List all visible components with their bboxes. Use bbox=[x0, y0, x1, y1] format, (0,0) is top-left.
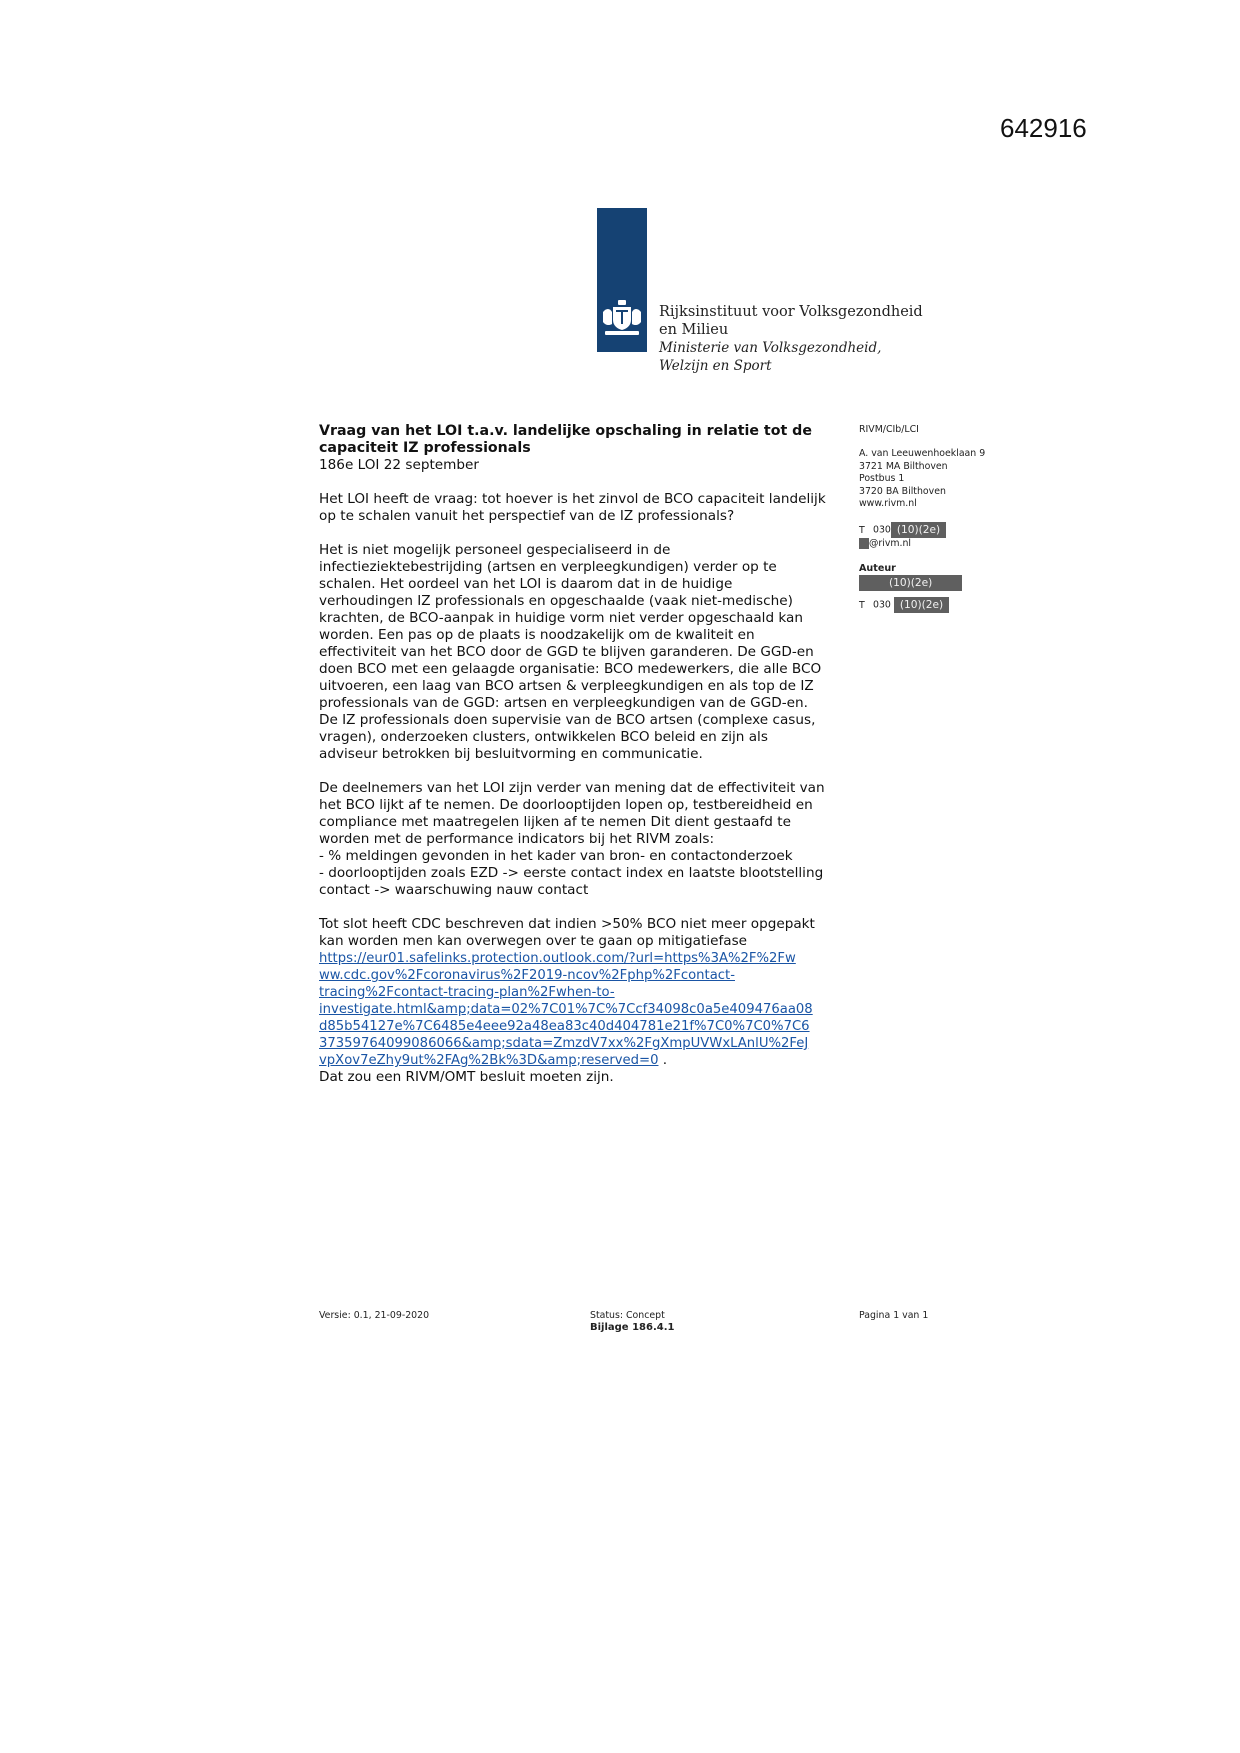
status-label: Status: Concept bbox=[590, 1310, 665, 1321]
cdc-link-line[interactable]: 37359764099086066&amp;sdata=ZmzdV7xx%2FgXmpUVWxLAnlU%2FeJ bbox=[319, 1036, 809, 1051]
text-line: Tot slot heeft CDC beschreven dat indien >50% BCO niet meer opgepakt bbox=[319, 916, 815, 932]
cdc-link-line[interactable]: ww.cdc.gov%2Fcoronavirus%2F2019-ncov%2Fphp%2Fcontact- bbox=[319, 968, 735, 983]
title-line: Vraag van het LOI t.a.v. landelijke opschaling in relatie tot de bbox=[319, 423, 812, 439]
email-suffix: @rivm.nl bbox=[869, 538, 912, 550]
author-phone-row bbox=[859, 597, 999, 613]
sender-sidebar bbox=[859, 424, 999, 625]
address-line: A. van Leeuwenhoeklaan 9 bbox=[859, 448, 986, 460]
title-line: capaciteit IZ professionals bbox=[319, 440, 531, 456]
phone-prefix: T bbox=[859, 524, 865, 536]
text-line: op te schalen vanuit het perspectief van de IZ professionals? bbox=[319, 508, 735, 524]
phone-row bbox=[859, 522, 999, 538]
text-line: verhoudingen IZ professionals en opgeschaalde (vaak niet-medische) bbox=[319, 593, 793, 609]
document-title bbox=[319, 423, 849, 457]
ministry-line: Ministerie van Volksgezondheid, bbox=[659, 340, 882, 356]
cdc-link-line[interactable]: tracing%2Fcontact-tracing-plan%2Fwhen-to- bbox=[319, 985, 615, 1000]
paragraph-cdc bbox=[319, 916, 849, 1086]
closing-line: Dat zou een RIVM/OMT besluit moeten zijn. bbox=[319, 1069, 614, 1085]
redaction-box: (10)(2e) bbox=[894, 597, 949, 613]
text-line: kan worden men kan overwegen over te gaan op mitigatiefase bbox=[319, 933, 748, 949]
cdc-link-line[interactable]: vpXov7eZhy9ut%2FAg%2Bk%3D&amp;reserved=0 bbox=[319, 1053, 659, 1068]
text-line: het BCO lijkt af te nemen. De doorlooptijden lopen op, testbereidheid en bbox=[319, 797, 813, 813]
document-subtitle: 186e LOI 22 september bbox=[319, 457, 479, 473]
address-line: 3720 BA Bilthoven bbox=[859, 485, 946, 497]
author-name-row bbox=[859, 575, 999, 591]
text-line: professionals van de GGD: artsen en verpleegkundigen van de GGD-en. bbox=[319, 695, 808, 711]
text-line: doen BCO met een gelaagde organisatie: BCO medewerkers, die alle BCO bbox=[319, 661, 822, 677]
redaction-box bbox=[859, 538, 869, 549]
redaction-box: (10)(2e) bbox=[891, 522, 946, 538]
contact bbox=[859, 522, 999, 550]
page-number: Pagina 1 van 1 bbox=[859, 1310, 929, 1321]
attachment-label: Bijlage 186.4.1 bbox=[590, 1322, 675, 1333]
author-label: Auteur bbox=[859, 562, 896, 574]
address-line: 3721 MA Bilthoven bbox=[859, 460, 948, 472]
paragraph-question bbox=[319, 491, 849, 525]
org-line: Rijksinstituut voor Volksgezondheid bbox=[659, 304, 923, 320]
cdc-link-line[interactable]: d85b54127e%7C6485e4eee92a48ea83c40d404781e21f%7C0%7C0%7C6 bbox=[319, 1019, 810, 1034]
org-line: en Milieu bbox=[659, 322, 729, 338]
document-number: 642916 bbox=[1000, 113, 1087, 143]
cdc-link-line[interactable]: https://eur01.safelinks.protection.outlook.com/?url=https%3A%2F%2Fw bbox=[319, 951, 796, 966]
text-line: schalen. Het oordeel van het LOI is daarom dat in de huidige bbox=[319, 576, 733, 592]
text-line: - % meldingen gevonden in het kader van bron- en contactonderzoek bbox=[319, 848, 793, 864]
text-line: worden. Een pas op de plaats is noodzakelijk om de kwaliteit en bbox=[319, 627, 755, 643]
cdc-link-line[interactable]: investigate.html&amp;data=02%7C01%7C%7Ccf34098c0a5e409476aa08 bbox=[319, 1002, 813, 1017]
text-line: vragen), onderzoeken clusters, ontwikkelen BCO beleid en zijn als bbox=[319, 729, 768, 745]
document-body bbox=[319, 423, 849, 1086]
link-suffix: . bbox=[658, 1052, 668, 1068]
address bbox=[859, 448, 999, 510]
text-line: uitvoeren, een laag van BCO artsen & verpleegkundigen en als top de IZ bbox=[319, 678, 814, 694]
text-line: adviseur betrokken bij besluitvorming en communicatie. bbox=[319, 746, 703, 762]
text-line: Het LOI heeft de vraag: tot hoever is het zinvol de BCO capaciteit landelijk bbox=[319, 491, 826, 507]
text-line: compliance met maatregelen lijken af te nemen Dit dient gestaafd te bbox=[319, 814, 791, 830]
phone-number: 030 bbox=[873, 524, 891, 536]
text-line: - doorlooptijden zoals EZD -> eerste contact index en laatste blootstelling bbox=[319, 865, 824, 881]
text-line: Het is niet mogelijk personeel gespecialiseerd in de bbox=[319, 542, 671, 558]
address-line: www.rivm.nl bbox=[859, 498, 917, 510]
organization-name bbox=[659, 303, 923, 375]
paragraph-opinion bbox=[319, 542, 849, 763]
text-line: effectiviteit van het BCO door de GGD te blijven garanderen. De GGD-en bbox=[319, 644, 814, 660]
paragraph-effectiveness bbox=[319, 780, 849, 899]
address-line: Postbus 1 bbox=[859, 473, 905, 485]
version-info: Versie: 0.1, 21-09-2020 bbox=[319, 1310, 430, 1321]
phone-prefix: T bbox=[859, 599, 865, 611]
royal-crest-icon bbox=[601, 298, 643, 338]
text-line: contact -> waarschuwing nauw contact bbox=[319, 882, 589, 898]
ministry-line: Welzijn en Sport bbox=[659, 358, 772, 374]
text-line: infectieziektebestrijding (artsen en verpleegkundigen) verder op te bbox=[319, 559, 777, 575]
text-line: krachten, de BCO-aanpak in huidige vorm niet verder opgeschaald kan bbox=[319, 610, 803, 626]
text-line: De IZ professionals doen supervisie van de BCO artsen (complexe casus, bbox=[319, 712, 816, 728]
phone-number: 030 bbox=[873, 599, 891, 611]
text-line: De deelnemers van het LOI zijn verder van mening dat de effectiviteit van bbox=[319, 780, 825, 796]
author bbox=[859, 563, 999, 613]
status-info bbox=[590, 1310, 674, 1334]
text-line: worden met de performance indicators bij het RIVM zoals: bbox=[319, 831, 715, 847]
email-row bbox=[859, 538, 999, 550]
department: RIVM/CIb/LCI bbox=[859, 424, 919, 435]
redaction-box: (10)(2e) bbox=[859, 575, 962, 591]
